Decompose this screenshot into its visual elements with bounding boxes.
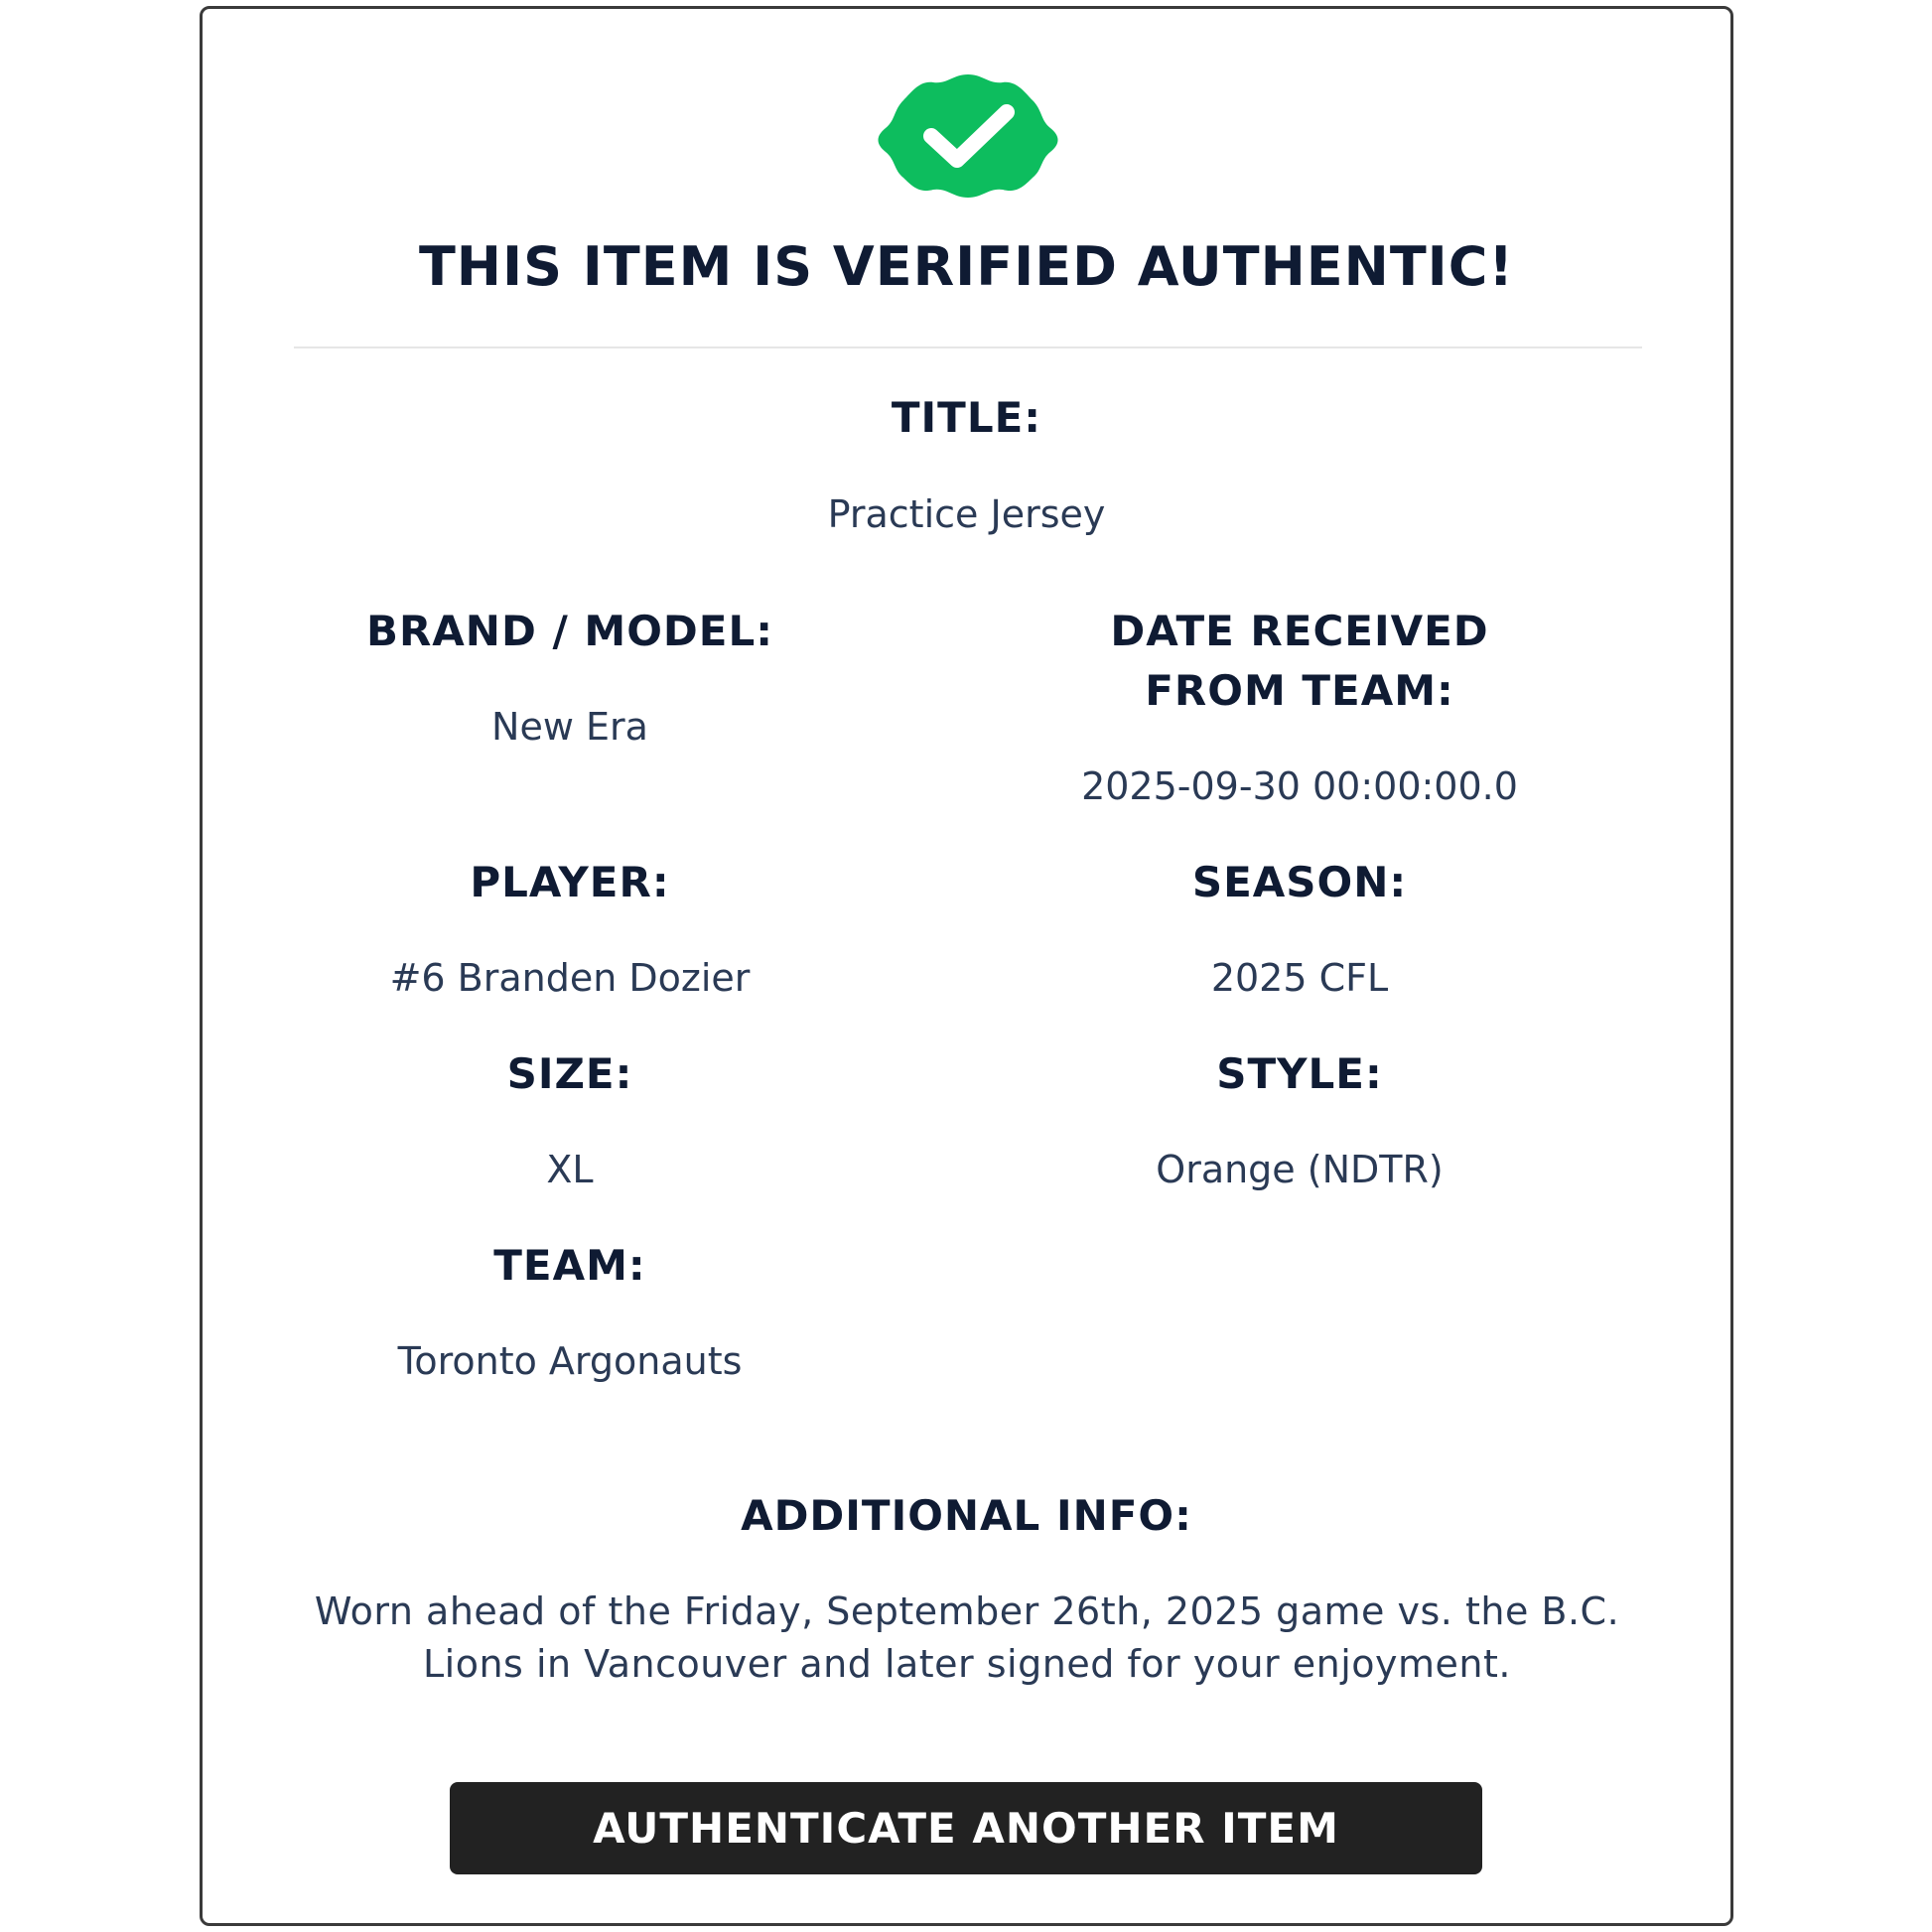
authenticate-another-item-button[interactable]: AUTHENTICATE ANOTHER ITEM: [450, 1782, 1482, 1874]
style-value: Orange (NDTR): [1156, 1148, 1444, 1191]
size-value: XL: [546, 1148, 594, 1191]
verified-badge-icon: [874, 70, 1062, 200]
season-label: SEASON:: [1191, 858, 1408, 906]
verified-headline: THIS ITEM IS VERIFIED AUTHENTIC!: [418, 235, 1515, 298]
brand-model-label: BRAND / MODEL:: [365, 607, 774, 655]
player-label: PLAYER:: [470, 858, 670, 906]
player-value: #6 Branden Dozier: [389, 956, 751, 1000]
size-label: SIZE:: [506, 1049, 633, 1098]
team-value: Toronto Argonauts: [397, 1339, 743, 1383]
divider: [294, 346, 1642, 348]
date-received-value: 2025-09-30 00:00:00.0: [1081, 764, 1518, 808]
team-label: TEAM:: [493, 1241, 646, 1290]
verification-card: [200, 6, 1733, 1926]
title-value: Practice Jersey: [827, 492, 1106, 536]
additional-info-label: ADDITIONAL INFO:: [741, 1491, 1192, 1540]
title-label: TITLE:: [891, 393, 1042, 442]
style-label: STYLE:: [1216, 1049, 1383, 1098]
date-received-label-line2: FROM TEAM:: [1145, 666, 1454, 715]
season-value: 2025 CFL: [1210, 956, 1389, 1000]
date-received-label-line1: DATE RECEIVED: [1110, 607, 1489, 655]
additional-info-text: Worn ahead of the Friday, September 26th, 2025 game vs. the B.C. Lions in Vancouver and later signed for your enjoyment.: [314, 1589, 1620, 1686]
brand-model-value: New Era: [491, 705, 648, 749]
